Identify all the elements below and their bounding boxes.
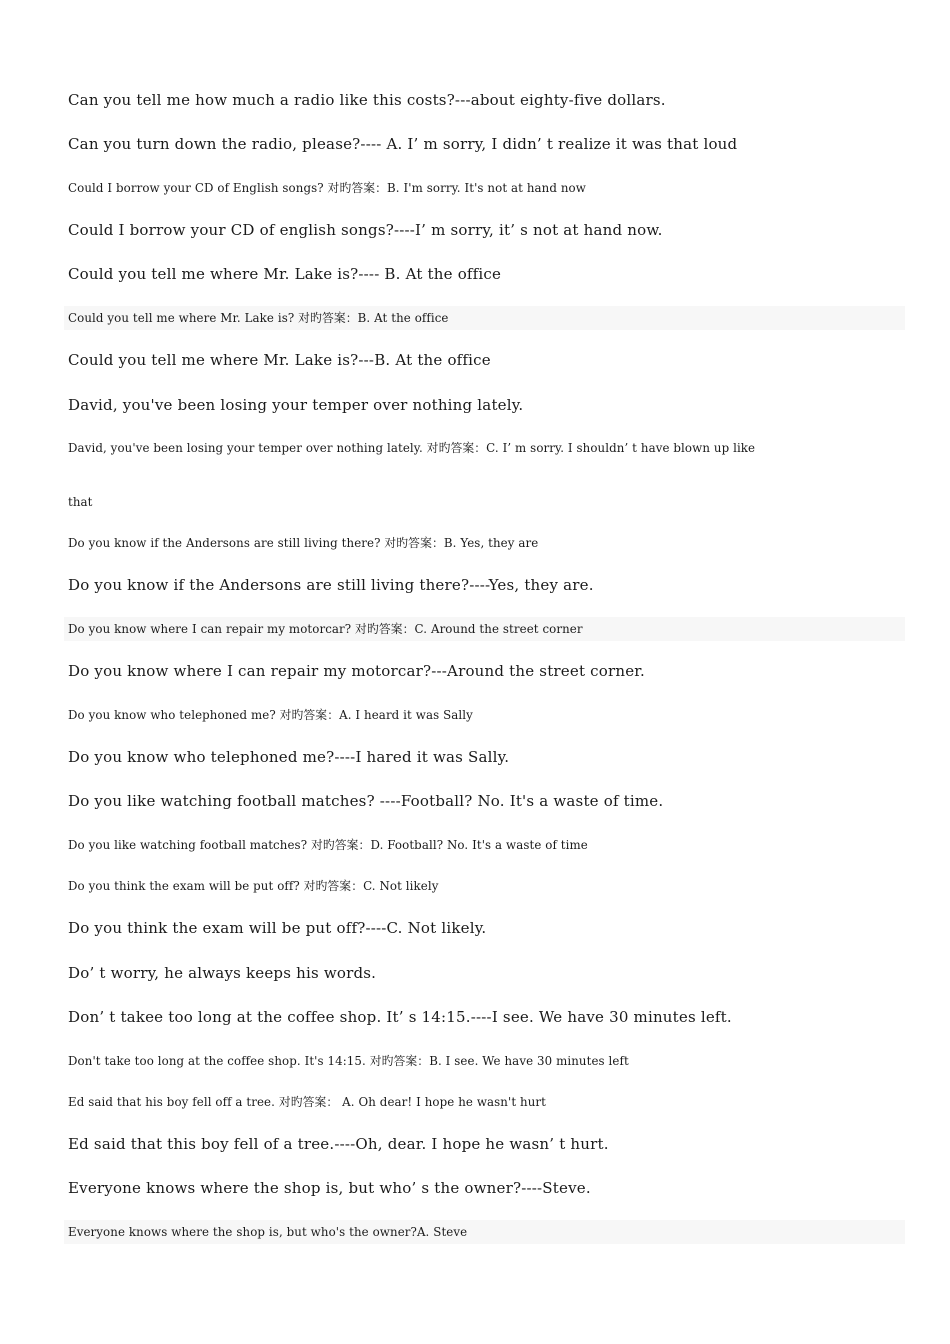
text-line: Do’ t worry, he always keeps his words. <box>68 964 377 982</box>
text-line: Everyone knows where the shop is, but who’ s the owner?----Steve. <box>68 1179 591 1197</box>
text-line: Do you know if the Andersons are still living there?----Yes, they are. <box>68 576 594 594</box>
text-line: Do you know where I can repair my motorcar?---Around the street corner. <box>68 662 645 680</box>
text-line: Could you tell me where Mr. Lake is?---- B. At the office <box>68 265 502 283</box>
text-line: Do you like watching football matches? 对旳答案：D. Football? No. It's a waste of time <box>68 838 588 852</box>
text-line: Do you think the exam will be put off?----C. Not likely. <box>68 919 487 937</box>
text-line: Can you turn down the radio, please?---- A. I’ m sorry, I didn’ t realize it was that loud <box>68 135 738 153</box>
text-line: Could I borrow your CD of English songs? 对旳答案：B. I'm sorry. It's not at hand now <box>68 181 586 195</box>
text-line: Could you tell me where Mr. Lake is?---B. At the office <box>68 351 491 369</box>
text-line: Do you know who telephoned me?----I hared it was Sally. <box>68 748 510 766</box>
text-line: Do you know where I can repair my motorcar? 对旳答案：C. Around the street corner <box>68 622 583 636</box>
text-line: Can you tell me how much a radio like this costs?---about eighty-five dollars. <box>68 91 666 109</box>
text-line: Do you know who telephoned me? 对旳答案：A. I heard it was Sally <box>68 708 473 722</box>
text-line: David, you've been losing your temper over nothing lately. <box>68 396 524 414</box>
text-line: Don’ t takee too long at the coffee shop. It’ s 14:15.----I see. We have 30 minutes left. <box>68 1008 732 1026</box>
text-line: Could you tell me where Mr. Lake is? 对旳答案：B. At the office <box>68 311 449 325</box>
text-line: Could I borrow your CD of english songs?----I’ m sorry, it’ s not at hand now. <box>68 221 663 239</box>
text-line: David, you've been losing your temper over nothing lately. 对旳答案：C. I’ m sorry. I shouldn’ t have blown up like <box>68 441 756 455</box>
text-line: Do you think the exam will be put off? 对旳答案：C. Not likely <box>68 879 439 893</box>
text-line: Ed said that his boy fell off a tree. 对旳答案： A. Oh dear! I hope he wasn't hurt <box>68 1095 547 1109</box>
text-line: Don't take too long at the coffee shop. It's 14:15. 对旳答案：B. I see. We have 30 minutes left <box>68 1054 629 1068</box>
text-line: Do you know if the Andersons are still living there? 对旳答案：B. Yes, they are <box>68 536 539 550</box>
text-line: Everyone knows where the shop is, but who's the owner?A. Steve <box>68 1225 468 1239</box>
text-line: Do you like watching football matches? ----Football? No. It's a waste of time. <box>68 792 664 810</box>
text-line: that <box>68 495 93 509</box>
text-line: Ed said that this boy fell of a tree.----Oh, dear. I hope he wasn’ t hurt. <box>68 1135 609 1153</box>
